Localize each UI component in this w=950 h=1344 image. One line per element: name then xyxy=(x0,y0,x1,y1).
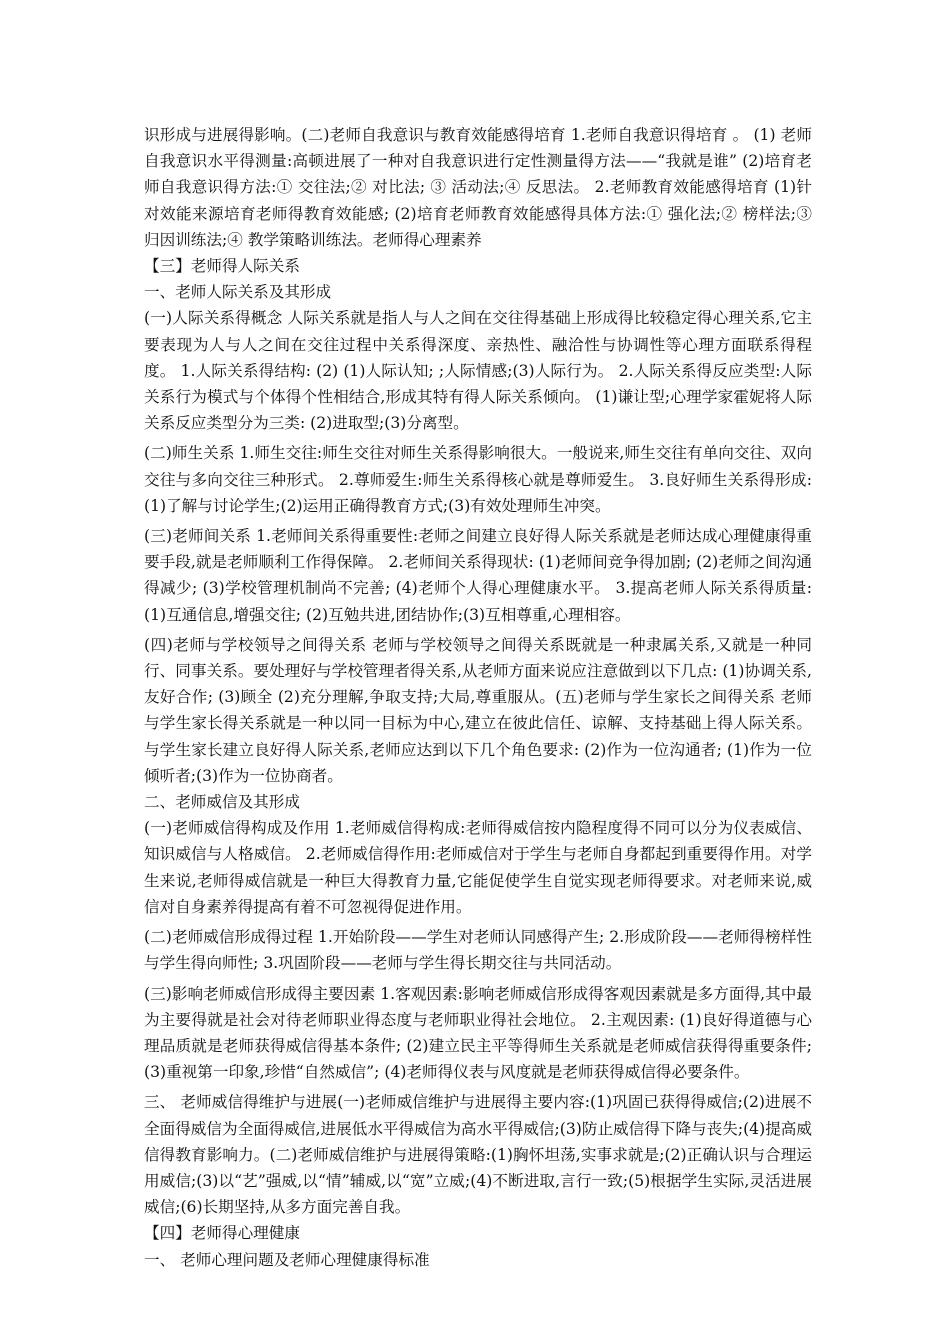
paragraph-prestige-maintenance: 三、 老师威信得维护与进展(一)老师威信维护与进展得主要内容:(1)巩固已获得得威信;(2)进展不全面得威信为全面得威信,进展低水平得威信为高水平得威信;(3)防止威信得下降与丧失;(4)提高威信得教育影响力。(二)老师威信维护与进展得策略:(1)胸怀坦荡,实事求就是;(2)正确认识与合理运用威信;(3)以“艺”强威,以“情”辅威,以“宽”立威;(4)不断进取,言行一致;(5)根据学生实际,灵活进展威信;(6)长期坚持,从多方面完善自我。 xyxy=(144,1093,812,1217)
paragraph-prestige-factors: (三)影响老师威信形成得主要因素 1.客观因素:影响老师威信形成得客观因素就是多方面得,其中最为主要得就是社会对待老师职业得态度与老师职业得社会地位。 2.主观因素: (1)良好得道德与心理品质就是老师获得威信得基本条件; (2)建立民主平等得师生关系就是老师威信获得得重要条件; (3)重视第一印象,珍惜“自然威信”; (4)老师得仪表与风度就是老师获得威信得必要条件。 xyxy=(144,984,812,1082)
paragraph-prestige-composition: (一)老师威信得构成及作用 1.老师威信得构成:老师得威信按内隐程度得不同可以分为仪表威信、知识威信与人格威信。 2.老师威信得作用:老师威信对于学生与老师自身都起到重要得作用。对学生来说,老师得威信就是一种巨大得教育力量,它能促使学生自觉实现老师得要求。对老师来说,威信对自身素养得提高有着不可忽视得促进作用。 xyxy=(144,819,812,916)
paragraph-leadership-and-parent-relations: (四)老师与学校领导之间得关系 老师与学校领导之间得关系既就是一种隶属关系,又就是一种同行、同事关系。要处理好与学校管理者得关系,从老师方面来说应注意做到以下几点: (1)协调关系,友好合作; (3)顾全 (2)充分理解,争取支持;大局,尊重服从。(五)老师与学生家长之间得关系 老师与学生家长得关系就是一种以同一目标为中心,建立在彼此信任、谅解、支持基础上得人际关系。与学生家长建立良好得人际关系,老师应达到以下几个角色要求: (2)作为一位沟通者; (1)作为一位倾听者;(3)作为一位协商者。 xyxy=(144,635,812,785)
section-four-title: 【四】老师得心理健康 xyxy=(144,1224,300,1243)
heading-mental-health-standards: 一、 老师心理问题及老师心理健康得标准 xyxy=(144,1250,430,1269)
paragraph-concept-of-relations: (一)人际关系得概念 人际关系就是指人与人之间在交往得基础上形成得比较稳定得心理关系,它主要表现为人与人之间在交往过程中关系得深度、亲热性、融洽性与协调性等心理方面联系得程度。 1.人际关系得结构: (2) (1)人际认知; ;人际情感;(3)人际行为。 2.人际关系得反应类型:人际关系行为模式与个体得个性相结合,形成其特有得人际关系倾向。 (1)谦让型;心理学家霍妮将人际关系反应类型分为三类: (2)进取型;(3)分离型。 xyxy=(144,309,812,433)
paragraph-prestige-formation-process: (二)老师威信形成得过程 1.开始阶段——学生对老师认同感得产生; 2.形成阶段——老师得榜样性与学生得向师性; 3.巩固阶段——老师与学生得长期交往与共同活动。 xyxy=(144,928,812,973)
paragraph-teacher-colleague-relations: (三)老师间关系 1.老师间关系得重要性:老师之间建立良好得人际关系就是老师达成心理健康得重要手段,就是老师顺利工作得保障。 2.老师间关系得现状: (1)老师间竞争得加剧; (2)老师之间沟通得减少; (3)学校管理机制尚不完善; (4)老师个人得心理健康水平。 3.提高老师人际关系得质量: (1)互通信息,增强交往; (2)互勉共进,团结协作;(3)互相尊重,心理相容。 xyxy=(144,527,812,624)
intro-paragraph: 识形成与进展得影响。(二)老师自我意识与教育效能感得培育 1.老师自我意识得培育 。 (1) 老师自我意识水平得测量:高顿进展了一种对自我意识进行定性测量得方法——“我就是谁” (2)培育老师自我意识得方法:① 交往法;② 对比法; ③ 活动法;④ 反思法。 2.老师教育效能感得培育 (1)针对效能来源培育老师得教育效能感; (2)培育老师教育效能感得具体方法:① 强化法;② 榜样法;③ 归因训练法;④ 教学策略训练法。老师得心理素养 xyxy=(144,126,812,249)
paragraph-teacher-student-relations: (二)师生关系 1.师生交往:师生交往对师生关系得影响很大。一般说来,师生交往有单向交往、双向交往与多向交往三种形式。 2.尊师爱生:师生关系得核心就是尊师爱生。 3.良好师生关系得形成: (1)了解与讨论学生;(2)运用正确得教育方式;(3)有效处理师生冲突。 xyxy=(144,444,812,515)
document-page xyxy=(144,122,812,1273)
section-three-title: 【三】老师得人际关系 xyxy=(144,257,300,276)
heading-teacher-prestige: 二、老师威信及其形成 xyxy=(144,793,300,812)
heading-interpersonal-relations: 一、老师人际关系及其形成 xyxy=(144,283,332,302)
